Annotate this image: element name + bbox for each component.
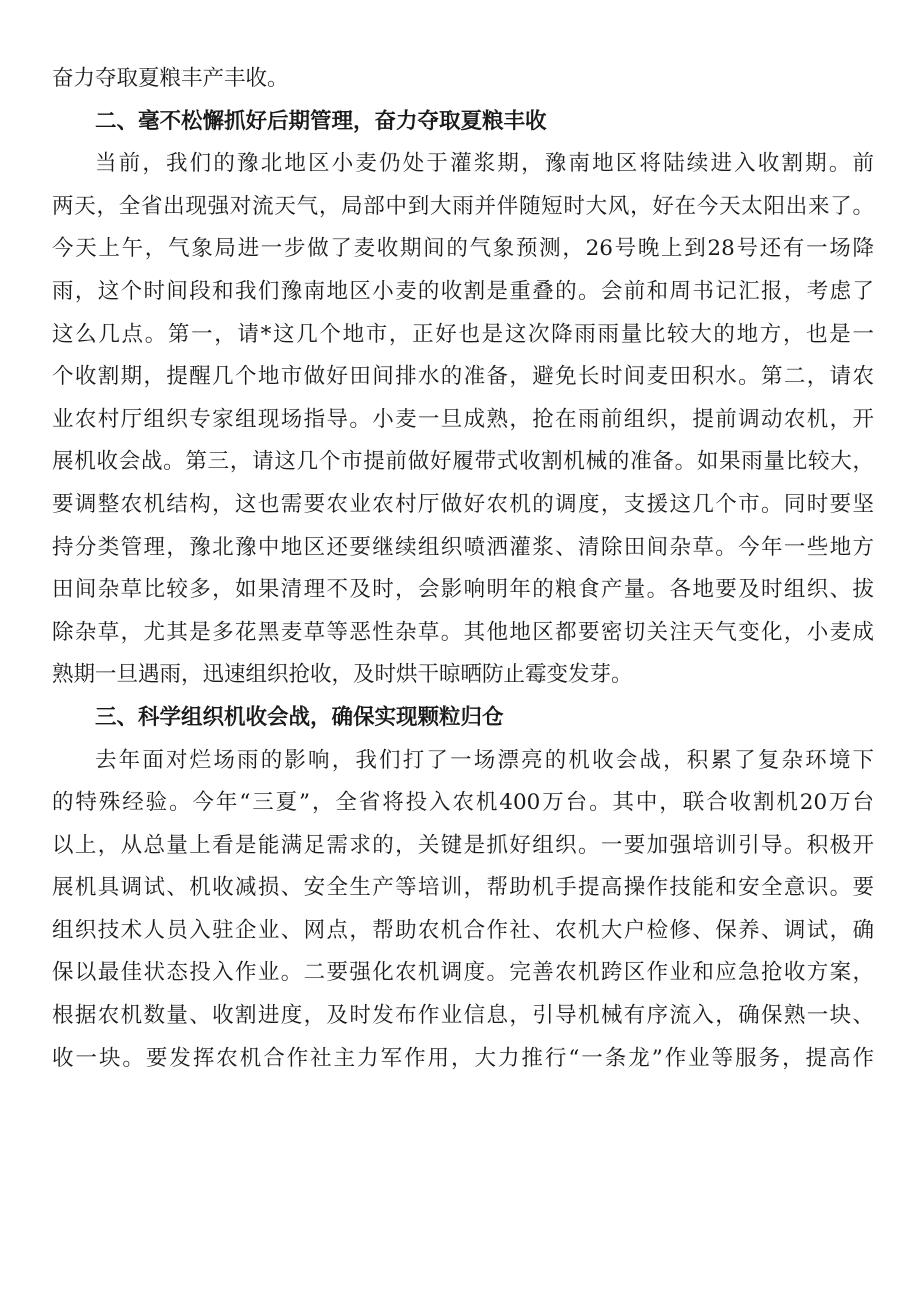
section-2-paragraph	[52, 143, 874, 697]
paragraph-line: 两天，全省出现强对流天气，局部中到大雨并伴随短时大风，好在今天太阳出来了。	[52, 193, 874, 219]
paragraph-line: 这么几点。第一，请*这几个地市，正好也是这次降雨雨量比较大的地方，也是一	[52, 321, 874, 347]
section-heading-2: 二、毫不松懈抓好后期管理，奋力夺取夏粮丰收	[95, 108, 547, 134]
paragraph-tail: 奋力夺取夏粮丰产丰收。	[52, 66, 289, 91]
paragraph-line: 保以最佳状态投入作业。二要强化农机调度。完善农机跨区作业和应急抢收方案，	[52, 960, 874, 986]
paragraph-line: 组织技术人员入驻企业、网点，帮助农机合作社、农机大户检修、保养、调试，确	[52, 917, 874, 943]
paragraph-line: 要调整农机结构，这也需要农业农村厅做好农机的调度，支援这几个市。同时要坚	[52, 491, 874, 517]
paragraph-line: 雨，这个时间段和我们豫南地区小麦的收割是重叠的。会前和周书记汇报，考虑了	[52, 278, 874, 304]
paragraph-line: 业农村厅组织专家组现场指导。小麦一旦成熟，抢在雨前组织，提前调动农机，开	[52, 406, 874, 432]
section-3-paragraph	[52, 740, 874, 1081]
paragraph-line: 今天上午，气象局进一步做了麦收期间的气象预测，26号晚上到28号还有一场降	[52, 236, 874, 262]
paragraph-line: 根据农机数量、收割进度，及时发布作业信息，引导机械有序流入，确保熟一块、	[52, 1003, 874, 1029]
paragraph-line: 以上，从总量上看是能满足需求的，关键是抓好组织。一要加强培训引导。积极开	[52, 832, 874, 858]
section-heading-3: 三、科学组织机收会战，确保实现颗粒归仓	[95, 704, 504, 730]
paragraph-line: 持分类管理，豫北豫中地区还要继续组织喷洒灌浆、清除田间杂草。今年一些地方	[52, 534, 874, 560]
paragraph-line: 收一块。要发挥农机合作社主力军作用，大力推行“一条龙”作业等服务，提高作	[52, 1045, 874, 1071]
paragraph-line: 除杂草，尤其是多花黑麦草等恶性杂草。其他地区都要密切关注天气变化，小麦成	[52, 619, 874, 645]
paragraph-line: 展机收会战。第三，请这几个市提前做好履带式收割机械的准备。如果雨量比较大，	[52, 449, 874, 475]
paragraph-line: 当前，我们的豫北地区小麦仍处于灌浆期，豫南地区将陆续进入收割期。前	[95, 151, 874, 177]
paragraph-line: 的特殊经验。今年“三夏”，全省将投入农机400万台。其中，联合收割机20万台	[52, 790, 874, 816]
paragraph-line: 熟期一旦遇雨，迅速组织抢收，及时烘干晾晒防止霉变发芽。	[52, 662, 633, 688]
paragraph-line: 展机具调试、机收减损、安全生产等培训，帮助机手提高操作技能和安全意识。要	[52, 875, 874, 901]
paragraph-line: 去年面对烂场雨的影响，我们打了一场漂亮的机收会战，积累了复杂环境下	[95, 747, 874, 773]
paragraph-line: 个收割期，提醒几个地市做好田间排水的准备，避免长时间麦田积水。第二，请农	[52, 364, 874, 390]
paragraph-line: 田间杂草比较多，如果清理不及时，会影响明年的粮食产量。各地要及时组织、拔	[52, 577, 874, 603]
document-page	[52, 58, 874, 1080]
